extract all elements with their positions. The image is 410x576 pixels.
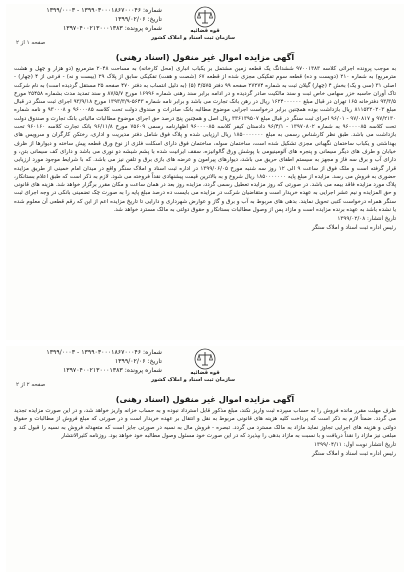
letter-meta	[12, 348, 162, 375]
scales-of-justice-icon	[194, 348, 216, 370]
letter-number: شماره: ۱۳۹۹۰۳۰۰۰۱۸۶۷۰۰۰۴۶ - ۱۳۹۹/۰۰۰۳	[46, 349, 162, 356]
letter-date: تاریخ: ۱۳۹۹/۰۲/۰۶	[114, 358, 162, 365]
letter-header	[6, 346, 404, 392]
letter-header	[6, 4, 404, 50]
signatory: رئیس اداره ثبت اسناد و املاک سنگر	[312, 225, 396, 232]
case-number: شماره پرونده: ۱۳۹۷۰۴۰۰۲۱۳۰۰۰۱۳۸۳	[62, 367, 162, 374]
judiciary-emblem	[151, 348, 235, 384]
org-name: قوه قضائیه	[190, 370, 220, 376]
scales-of-justice-icon	[194, 6, 216, 28]
document-sheet-1	[6, 4, 404, 340]
signatory: رئیس اداره ثبت اسناد و املاک سنگر	[312, 451, 396, 458]
page-label: صفحه ۱ از ۲	[16, 40, 46, 46]
notice-body: ظرف مهلت مقرر مانده فروش را به حساب سپرده ثبت واریز نکند، مبلغ مذکور قابل استرداد نبوده و به حساب خزانه واریز خواهد شد، و در این صورت مزایده تجدید می گردد. ضمناً لازم به ذکر است که پرداخت کلیه هزینه های قانونی مربوط به نقل و انتقال بر عهده خریدار است و در صورتی که مبلغ فروش از مطالبات و حقوق دولتی و هزینه های اجرایی تجاوز نماید مازاد به مالک مسترد می گردد. تبصره - فروش مال به نسیه در صورتی جایز است که متعهدله فروش به نسیه را قبول کند و مبلغی نیز مازاد را نقداً دریافت و با نسبت به مازاد بدهی را بپذیرد که در این صورت خود مسئول وصول مطالبه خود خواهد بود. روزنامه کثیرالانتشار	[14, 408, 396, 439]
notice-body: به موجب پرونده اجرائی کلاسه ۹۷۰۰۱۳۸۳ ششدانگ یک قطعه زمین مشتمل بر یکباب انباری (محل کارخانه) به مساحت ۲۰۴۸ مترمربع (دو هزار و چهل و هشت مترمربع) به شماره ۲۱۰ (دویست و ده) قطعه سوم تفکیکی مجزی شده از قطعه ۶۷ (شصت و هفت) تفکیکی سابق از پلاک ۲۹ (بیست و نه) - فرعی از ۴ (چهار) - اصلی ۳۱ (سی و یک) بخش ۴ (چهار) گیلان ثبت به شماره ۲۷۲۷۴ صفحه ۹۹ دفتر ۴/۵۷۵ (۵) (به دلیل انتساب به دفتر ۴۷۰ صفحه ۲۵ مستقل گردیده است) به نام شرکت تاک آوران حاسبه خزر سهامی خاص ثبت و سند مالکیت صادر گردیده و در ادامه برابر سند رهنی شماره ۱۶۹۹۶ مورخ ۸۷/۵/۷ و سند تمدید مدت بشماره ۲۵۴۵۸ مورخ ۹۳/۳/۵ دفترخانه ۱۶۵ تهران در قبال مبلغ ۱۶۲۴۰۰۰۰۰۰ ریال در رهن بانک تجارت می باشد و برابر نامه شماره ۵۶۴۳-۱۳۹۳/۳/۹ مورخ ۹۳/۹/۱۸ اجرای ثبت سنگر در قبال مبلغ ۸۱۱۵۳۲۰۲۰۳ ریال بازداشت بوده همچنین برابر درخواست اجرایی موضوع مطالبه بانک صادرات و صندوق دولت تحت کلاسه ۹۶۰۰۰۸۵ و ۹۳۰۰۰۸ و نامه شماره ۹۷/۲۱۳۰ و ۹۷/۰۸۱۷ - ۹۶/۰۱ اجرای ثبت سنگر در قبال مبلغ ۳۳۶۱۳۹۵۰۷ ریال اصل و همچنین پنج درصد حق اجرای موضوع مطالبات مالیاتی بانک تجارت و صندوق دولت تحت کلاسه ۹۶۰۰۰۰۸۵ به شماره ۱۳۹۷۰۸۰۲ - ۹۶/۴/۱ دادستان کیفر کلاسه ۹۶۰۰۰۰۸۵ اظهارنامه رسمی ۷۵۶۰۹ مورخ ۹۶/۱۱/۸ بانک تجارت کلاسه ۹۶۰۱۶۰ تحت بازداشت می باشد. طبق نظر کارشناس رسمی به مبلغ ۱۸۵۰۰۰۰۰۰۰ ریال ارزیابی شده و پلاک فوق شامل دفتر مدیریت و اداری، رختکن کارگران و سرویس های بهداشتی و یکباب ساختمان نگهبانی مجزی تشکیل شده است، ساختمان سوله، ساختمان فوق دارای اسکلت فلزی از نوع ورق قطعه پیش ساخته و دیوارها از ظرف خیابان و طرف های دیگر سیمانی و پنجره های آلومینیومی با پوشش ورق گالوانیزه، سقف ایرانیت شده با پشم شیشه دو نوری می باشد و دارای کف سیمانی بتن، و دارای آب و برق سه فاز و مجهز به سیستم اطفای حریق می باشد، دیوارهای پیرامون و عرضه های بازی برق و تلفن نیز می باشد. که با شرایط موجود مورد ارزیابی قرار گرفته است و ملک فوق از ساعت ۹ الی ۱۲ روز سه شنبه مورخ ۱۳۹۹/۰۶/۰۵ در اداره ثبت اسناد و املاک سنگر واقع در میدان امام خمینی از طریق مزایده حضوری به فروش می رسد. مزایده از مبلغ پایه ۱۸۵۰۰۰۰۰۰۰ ریال شروع و به بالاترین قیمت پیشنهادی نقداً فروخته می شود. لازم به ذکر است که طبق اعلام بستانکار، پلاک مورد مزایده فاقد بیمه می باشد. در صورتی که روز مزایده تعطیل رسمی گردد، مزایده روز بعد در همان ساعت و مکان مقرر برگزار خواهد شد. هزینه های قانونی و حق المزایده و نیم عشر اجرایی به عهده خریدار است و متقاضیان شرکت در مزایده می بایست ده درصد مبلغ پایه را به صورت چک تضمینی بانکی در وجه اجرای ثبت سنگر همراه درخواست کتبی تحویل نمایند. بدهی های مربوط به آب و برق و گاز و عوارض شهرداری و دارایی تا تاریخ مزایده اعم از این که رقم قطعی آن معلوم شده یا نشده باشد به عهده برنده مزایده است و مازاد پس از وصول مطالبات بستانکار و حقوق دولتی به مالک مسترد خواهد شد.	[14, 66, 397, 214]
letter-number: شماره: ۱۳۹۹۰۳۰۰۰۱۸۶۷۰۰۰۴۶ - ۱۳۹۹/۰۰۰۳	[46, 7, 162, 14]
org-subname: سازمان ثبت اسناد و املاک کشور	[151, 377, 235, 383]
org-name: قوه قضائیه	[190, 28, 220, 34]
document-sheet-2	[6, 346, 404, 572]
judiciary-emblem	[151, 6, 235, 42]
page-label: صفحه ۲ از ۲	[16, 382, 46, 388]
publication-date: تاریخ انتشار نوبت اول: ۱۳۹۹/۰۴/۱۱	[314, 442, 396, 449]
org-subname: سازمان ثبت اسناد و املاک کشور	[151, 35, 235, 41]
letter-date: تاریخ: ۱۳۹۹/۰۲/۰۶	[114, 16, 162, 23]
case-number: شماره پرونده: ۱۳۹۷۰۴۰۰۲۱۳۰۰۰۱۳۸۳	[62, 25, 162, 32]
publication-date: تاریخ انتشار: ۱۳۹۹/۰۲/۰۸	[337, 216, 396, 223]
notice-title: آگهی مزایده اموال غیر منقول (اسناد رهنی)	[115, 52, 295, 62]
notice-title: آگهی مزایده اموال غیر منقول (اسناد رهنی)	[115, 394, 295, 404]
letter-meta	[12, 6, 162, 33]
